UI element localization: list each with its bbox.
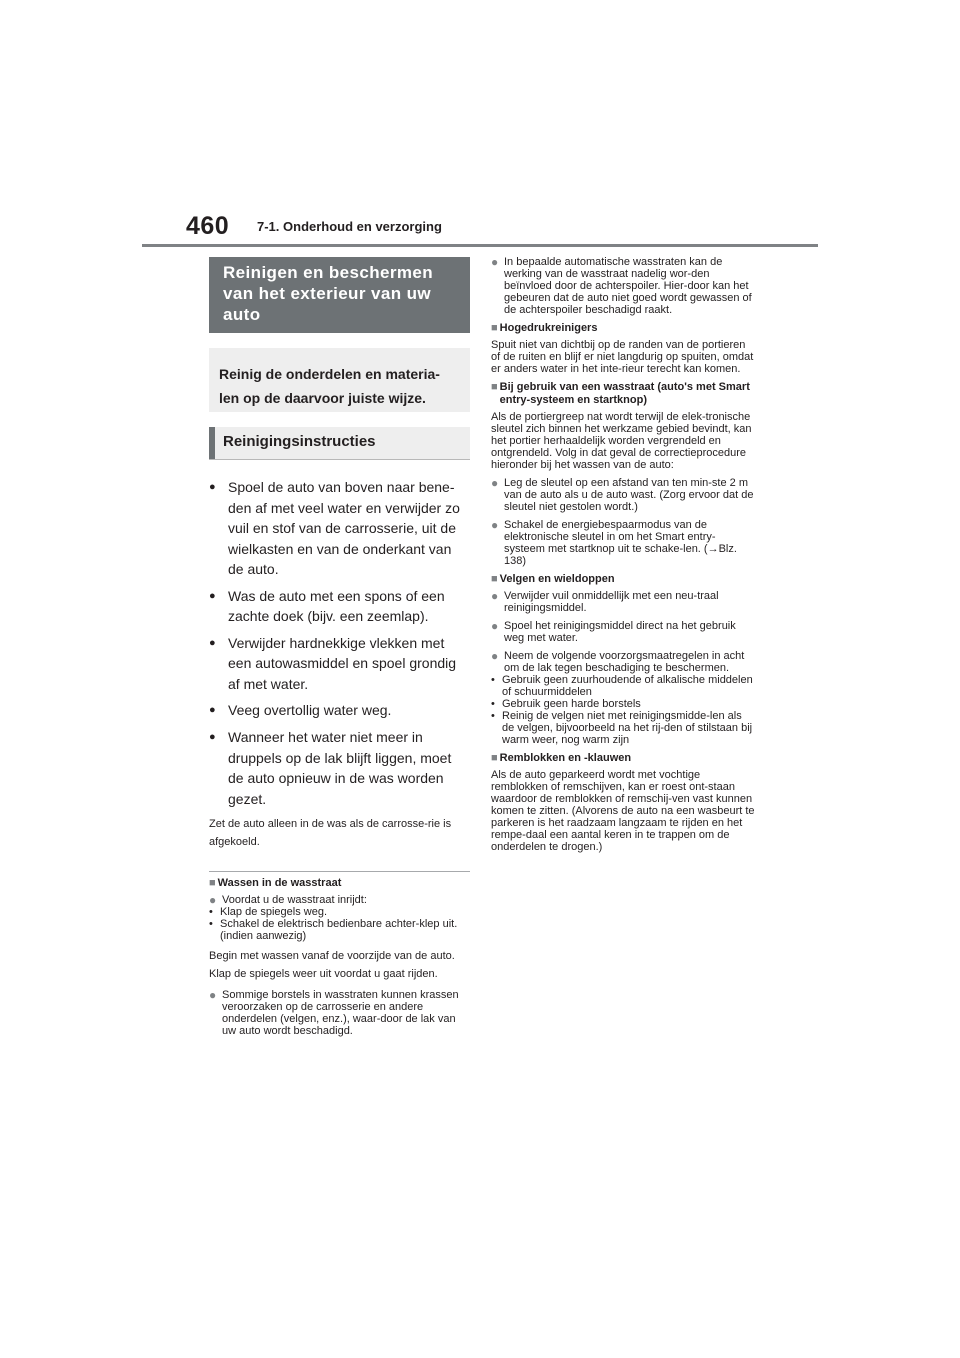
intro-box: Reinig de onderdelen en materia-len op de daarvoor juiste wijze. <box>209 348 470 412</box>
circle-bullet-icon: ● <box>491 619 499 633</box>
left-column <box>209 257 470 1043</box>
subheading-label: Reinigingsinstructies <box>223 433 376 450</box>
list-item <box>209 727 470 809</box>
bullet-text: Spoel het reinigingsmiddel direct na het gebruik weg met water. <box>504 620 736 644</box>
heading-car-wash <box>209 877 470 890</box>
square-icon: ■ <box>491 322 498 334</box>
paragraph: Begin met wassen vanaf de voorzijde van de auto. Klap de spiegels weer uit voordat u gaat rijden. <box>209 950 455 980</box>
dash-text: Schakel de elektrisch bedienbare achter-klep uit. (indien aanwezig) <box>220 918 458 942</box>
square-icon: ■ <box>209 877 216 889</box>
heading-text: Hogedrukreinigers <box>499 322 598 334</box>
paragraph: Als de portiergreep nat wordt terwijl de elek-tronische sleutel zich binnen het werkzame gebied bevindt, kan het portier herhaaldelijk worden vergrendeld en ontgrendeld. Volg in dat geval de correctieprocedure hieronder bij het wassen van de auto: <box>491 411 752 471</box>
subheading-cleaning-instructions <box>209 427 470 460</box>
bullet-item <box>491 477 756 513</box>
dash-item <box>491 698 756 710</box>
dash-text: Gebruik geen zuurhoudende of alkalische middelen of schuurmiddelen <box>502 674 753 698</box>
list-item <box>209 477 470 580</box>
heading-smart-entry <box>491 381 756 407</box>
bullet-item <box>491 650 756 674</box>
list-item-text: Verwijder hardnekkige vlekken met een autowasmiddel en spoel grondig af met water. <box>228 634 457 692</box>
dash-item <box>491 710 756 746</box>
circle-bullet-icon: ● <box>209 893 217 907</box>
square-icon: ■ <box>491 573 498 585</box>
bullet-item <box>491 620 756 644</box>
dash-text: Klap de spiegels weg. <box>220 906 328 918</box>
heading-high-pressure <box>491 322 756 335</box>
heading-text: Velgen en wieldoppen <box>499 573 615 585</box>
dash-bullet-icon: • <box>491 698 495 710</box>
bullet-icon: ● <box>209 704 216 716</box>
chapter-title: Reinigen en beschermen van het exterieur van uw auto <box>209 257 470 333</box>
circle-bullet-icon: ● <box>491 476 499 490</box>
heading-text: Remblokken en -klauwen <box>499 752 632 764</box>
heading-brakes <box>491 752 756 765</box>
bullet-text: Schakel de energiebespaarmodus van de elektronische sleutel in om het Smart entry-systeem met startknop uit te schake-len. (→Blz. 138) <box>504 519 737 567</box>
dash-text: Reinig de velgen niet met reinigingsmidde-len als de velgen, bijvoorbeeld na het rij-den of stilstaan bij warm weer, nog warm zijn <box>502 710 753 746</box>
list-item-text: Wanneer het water niet meer in druppels op de lak blijft liggen, moet de auto opnieuw in de was worden gezet. <box>228 729 452 807</box>
section-title: 7-1. Onderhoud en verzorging <box>257 219 442 234</box>
heading-text: Bij gebruik van een wasstraat (auto's met Smart entry-systeem en startknop) <box>499 381 750 406</box>
list-item <box>209 586 470 627</box>
dash-item <box>209 906 470 918</box>
bullet-item <box>491 519 756 567</box>
list-item-text: Veeg overtollig water weg. <box>228 702 392 718</box>
cooling-note: Zet de auto alleen in de was als de carrosse-rie is afgekoeld. <box>209 818 452 848</box>
rims-precautions-group <box>491 650 756 746</box>
square-icon: ■ <box>491 752 498 764</box>
bullet-item <box>209 894 470 906</box>
divider <box>209 871 470 872</box>
dash-bullet-icon: • <box>209 906 213 918</box>
bullet-text: Sommige borstels in wasstraten kunnen krassen veroorzaken op de carrosserie en andere onderdelen (velgen, enz.), waar-door de lak van uw auto wordt beschadigd. <box>222 989 459 1037</box>
bullet-icon: ● <box>209 481 216 493</box>
dash-text: Gebruik geen harde borstels <box>502 698 641 710</box>
heading-rims <box>491 573 756 586</box>
list-item <box>209 700 470 721</box>
circle-bullet-icon: ● <box>491 518 499 532</box>
bullet-text: Verwijder vuil onmiddellijk met een neu-traal reinigingsmiddel. <box>504 590 719 614</box>
wash-before-group <box>209 894 470 942</box>
bullet-icon: ● <box>209 589 216 602</box>
page-number: 460 <box>186 212 230 240</box>
bullet-item <box>209 989 470 1037</box>
circle-bullet-icon: ● <box>491 649 499 663</box>
bullet-item <box>491 590 756 614</box>
header-rule <box>142 244 818 247</box>
heading-text: Wassen in de wasstraat <box>217 877 342 889</box>
bullet-text: Voordat u de wasstraat inrijdt: <box>222 894 367 906</box>
paragraph: Spuit niet van dichtbij op de randen van de portieren of de ruiten en blijf er niet langdurig op spuiten, omdat er anders water in het inte-rieur terecht kan komen. <box>491 339 754 375</box>
circle-bullet-icon: ● <box>491 255 499 269</box>
dash-item <box>491 674 756 698</box>
bullet-icon: ● <box>209 636 216 649</box>
instruction-list <box>209 477 470 809</box>
right-column <box>491 256 756 859</box>
bullet-icon: ● <box>209 731 216 743</box>
dash-item <box>209 918 470 942</box>
bullet-text: In bepaalde automatische wasstraten kan de werking van de wasstraat nadelig wor-den beïnvloed door de achterspoiler. Hier-door kan het gebeuren dat de auto niet goed wordt gewassen of de achterspoiler beschadigd raakt. <box>504 256 752 316</box>
bullet-item <box>491 256 756 316</box>
list-item <box>209 633 470 695</box>
square-icon: ■ <box>491 381 498 393</box>
bullet-text: Neem de volgende voorzorgsmaatregelen in acht om de lak tegen beschadiging te beschermen. <box>504 650 745 674</box>
dash-bullet-icon: • <box>491 710 495 722</box>
list-item-text: Was de auto met een spons of een zachte doek (bijv. een zeemlap). <box>228 587 445 624</box>
circle-bullet-icon: ● <box>209 988 217 1002</box>
circle-bullet-icon: ● <box>491 589 499 603</box>
bullet-text: Leg de sleutel op een afstand van ten min-ste 2 m van de auto als u de auto wast. (Zorg ervoor dat de sleutel niet gestolen wordt.) <box>504 477 754 513</box>
paragraph: Als de auto geparkeerd wordt met vochtige remblokken of remschijven, kan er roest ont-staan waardoor de remblokken of remschij-ven vast kunnen komen te zitten. (Alvorens de auto na een wasbeurt te parkeren is het raadzaam langzaam te rijden en het rempe-daal een aantal keren in te trappen om de onderdelen te drogen.) <box>491 769 755 853</box>
dash-bullet-icon: • <box>491 674 495 686</box>
dash-bullet-icon: • <box>209 918 213 930</box>
list-item-text: Spoel de auto van boven naar bene-den af met veel water en verwijder zo vuil en stof van de carrosserie, uit de wielkasten en van de onderkant van de auto. <box>228 479 460 577</box>
